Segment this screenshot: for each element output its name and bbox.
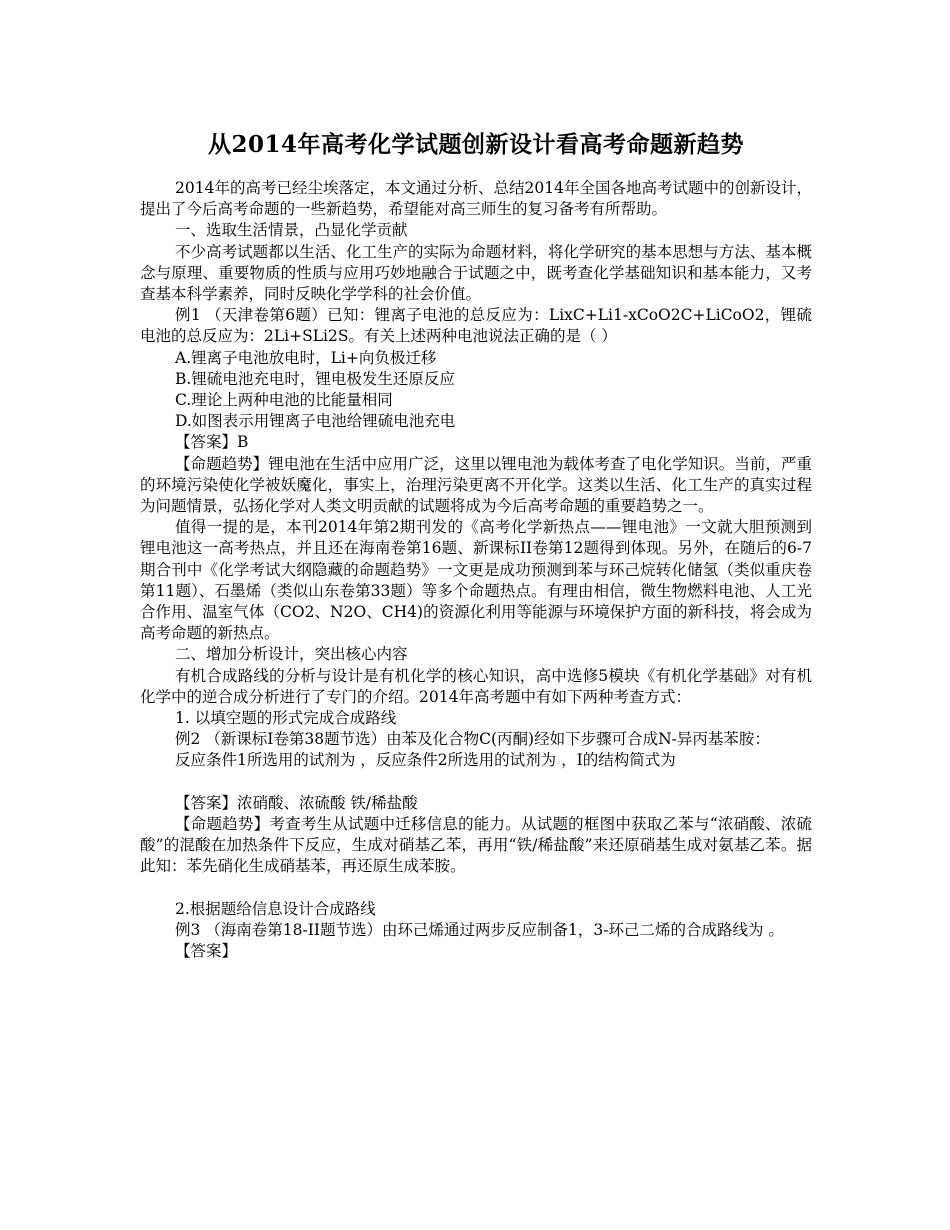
subheading-1: 1. 以填空题的形式完成合成路线 (175, 709, 397, 728)
option-b: B.锂硫电池充电时，锂电极发生还原反应 (175, 369, 455, 388)
answer-3: 【答案】 (175, 942, 238, 961)
blank-line (140, 878, 812, 899)
example-1-question: 例1 （天津卷第6题）已知：锂离子电池的总反应为：LixC+Li1-xCoO2C+LiCoO2，锂硫电池的总反应为：2Li+SLi2S。有关上述两种电池说法正确的是（ ） (140, 306, 812, 346)
example-2-prompt: 反应条件1所选用的试剂为 ，反应条件2所选用的试剂为 ，I的结构简式为 (175, 751, 676, 770)
blank-line (140, 772, 812, 793)
paragraph: 有机合成路线的分析与设计是有机化学的核心知识，高中选修5模块《有机化学基础》对有机化学中的逆合成分析进行了专门的介绍。2014年高考题中有如下两种考查方式： (140, 666, 812, 706)
answer-1: 【答案】B (175, 433, 249, 452)
example-2-question: 例2 （新课标Ⅰ卷第38题节选）由苯及化合物C(丙酮)经如下步骤可合成N-异丙基苯胺： (175, 730, 770, 749)
paragraph: 不少高考试题都以生活、化工生产的实际为命题材料，将化学研究的基本思想与方法、基本概念与原理、重要物质的性质与应用巧妙地融合于试题之中，既考查化学基础知识和基本能力，又考查基本科学素养，同时反映化学学科的社会价值。 (140, 242, 812, 304)
example-3-question: 例3 （海南卷第18-II题节选）由环己烯通过两步反应制备1，3-环己二烯的合成路线为 。 (175, 921, 784, 940)
section-heading-2: 二、增加分析设计，突出核心内容 (175, 645, 408, 664)
document-body (140, 178, 812, 962)
paragraph-intro: 2014年的高考已经尘埃落定，本文通过分析、总结2014年全国各地高考试题中的创新设计，提出了今后高考命题的一些新趋势，希望能对高三师生的复习备考有所帮助。 (140, 179, 812, 219)
document-title: 从2014年高考化学试题创新设计看高考命题新趋势 (207, 131, 744, 158)
answer-2: 【答案】浓硝酸、浓硫酸 铁/稀盐酸 (175, 793, 418, 812)
section-heading-1: 一、选取生活情景，凸显化学贡献 (175, 221, 408, 240)
subheading-2: 2.根据题给信息设计合成路线 (175, 899, 376, 918)
trend-1: 【命题趋势】锂电池在生活中应用广泛，这里以锂电池为载体考查了电化学知识。当前，严重的环境污染使化学被妖魔化，事实上，治理污染更离不开化学。这类以生活、化工生产的真实过程为问题情景，弘扬化学对人类文明贡献的试题将成为今后高考命题的重要趋势之一。 (140, 454, 812, 516)
option-d: D.如图表示用锂离子电池给锂硫电池充电 (175, 412, 456, 431)
paragraph: 值得一提的是，本刊2014年第2期刊发的《高考化学新热点——锂电池》一文就大胆预测到锂电池这一高考热点，并且还在海南卷第16题、新课标II卷第12题得到体现。另外，在随后的6-7期合刊中《化学考试大纲隐藏的命题趋势》一文更是成功预测到苯与环己烷转化储氢（类似重庆卷第11题）、石墨烯（类似山东卷第33题）等多个命题热点。有理由相信，微生物燃料电池、人工光合作用、温室气体（CO2、N2O、CH4)的资源化利用等能源与环境保护方面的新科技，将会成为高考命题的新热点。 (140, 518, 812, 643)
trend-2: 【命题趋势】考查考生从试题中迁移信息的能力。从试题的框图中获取乙苯与“浓硝酸、浓硫酸”的混酸在加热条件下反应，生成对硝基乙苯，再用“铁/稀盐酸”来还原硝基生成对氨基乙苯。据此知：苯先硝化生成硝基苯，再还原生成苯胺。 (140, 815, 812, 876)
option-c: C.理论上两种电池的比能量相同 (175, 391, 393, 410)
option-a: A.锂离子电池放电时，Li+向负极迁移 (175, 348, 437, 367)
